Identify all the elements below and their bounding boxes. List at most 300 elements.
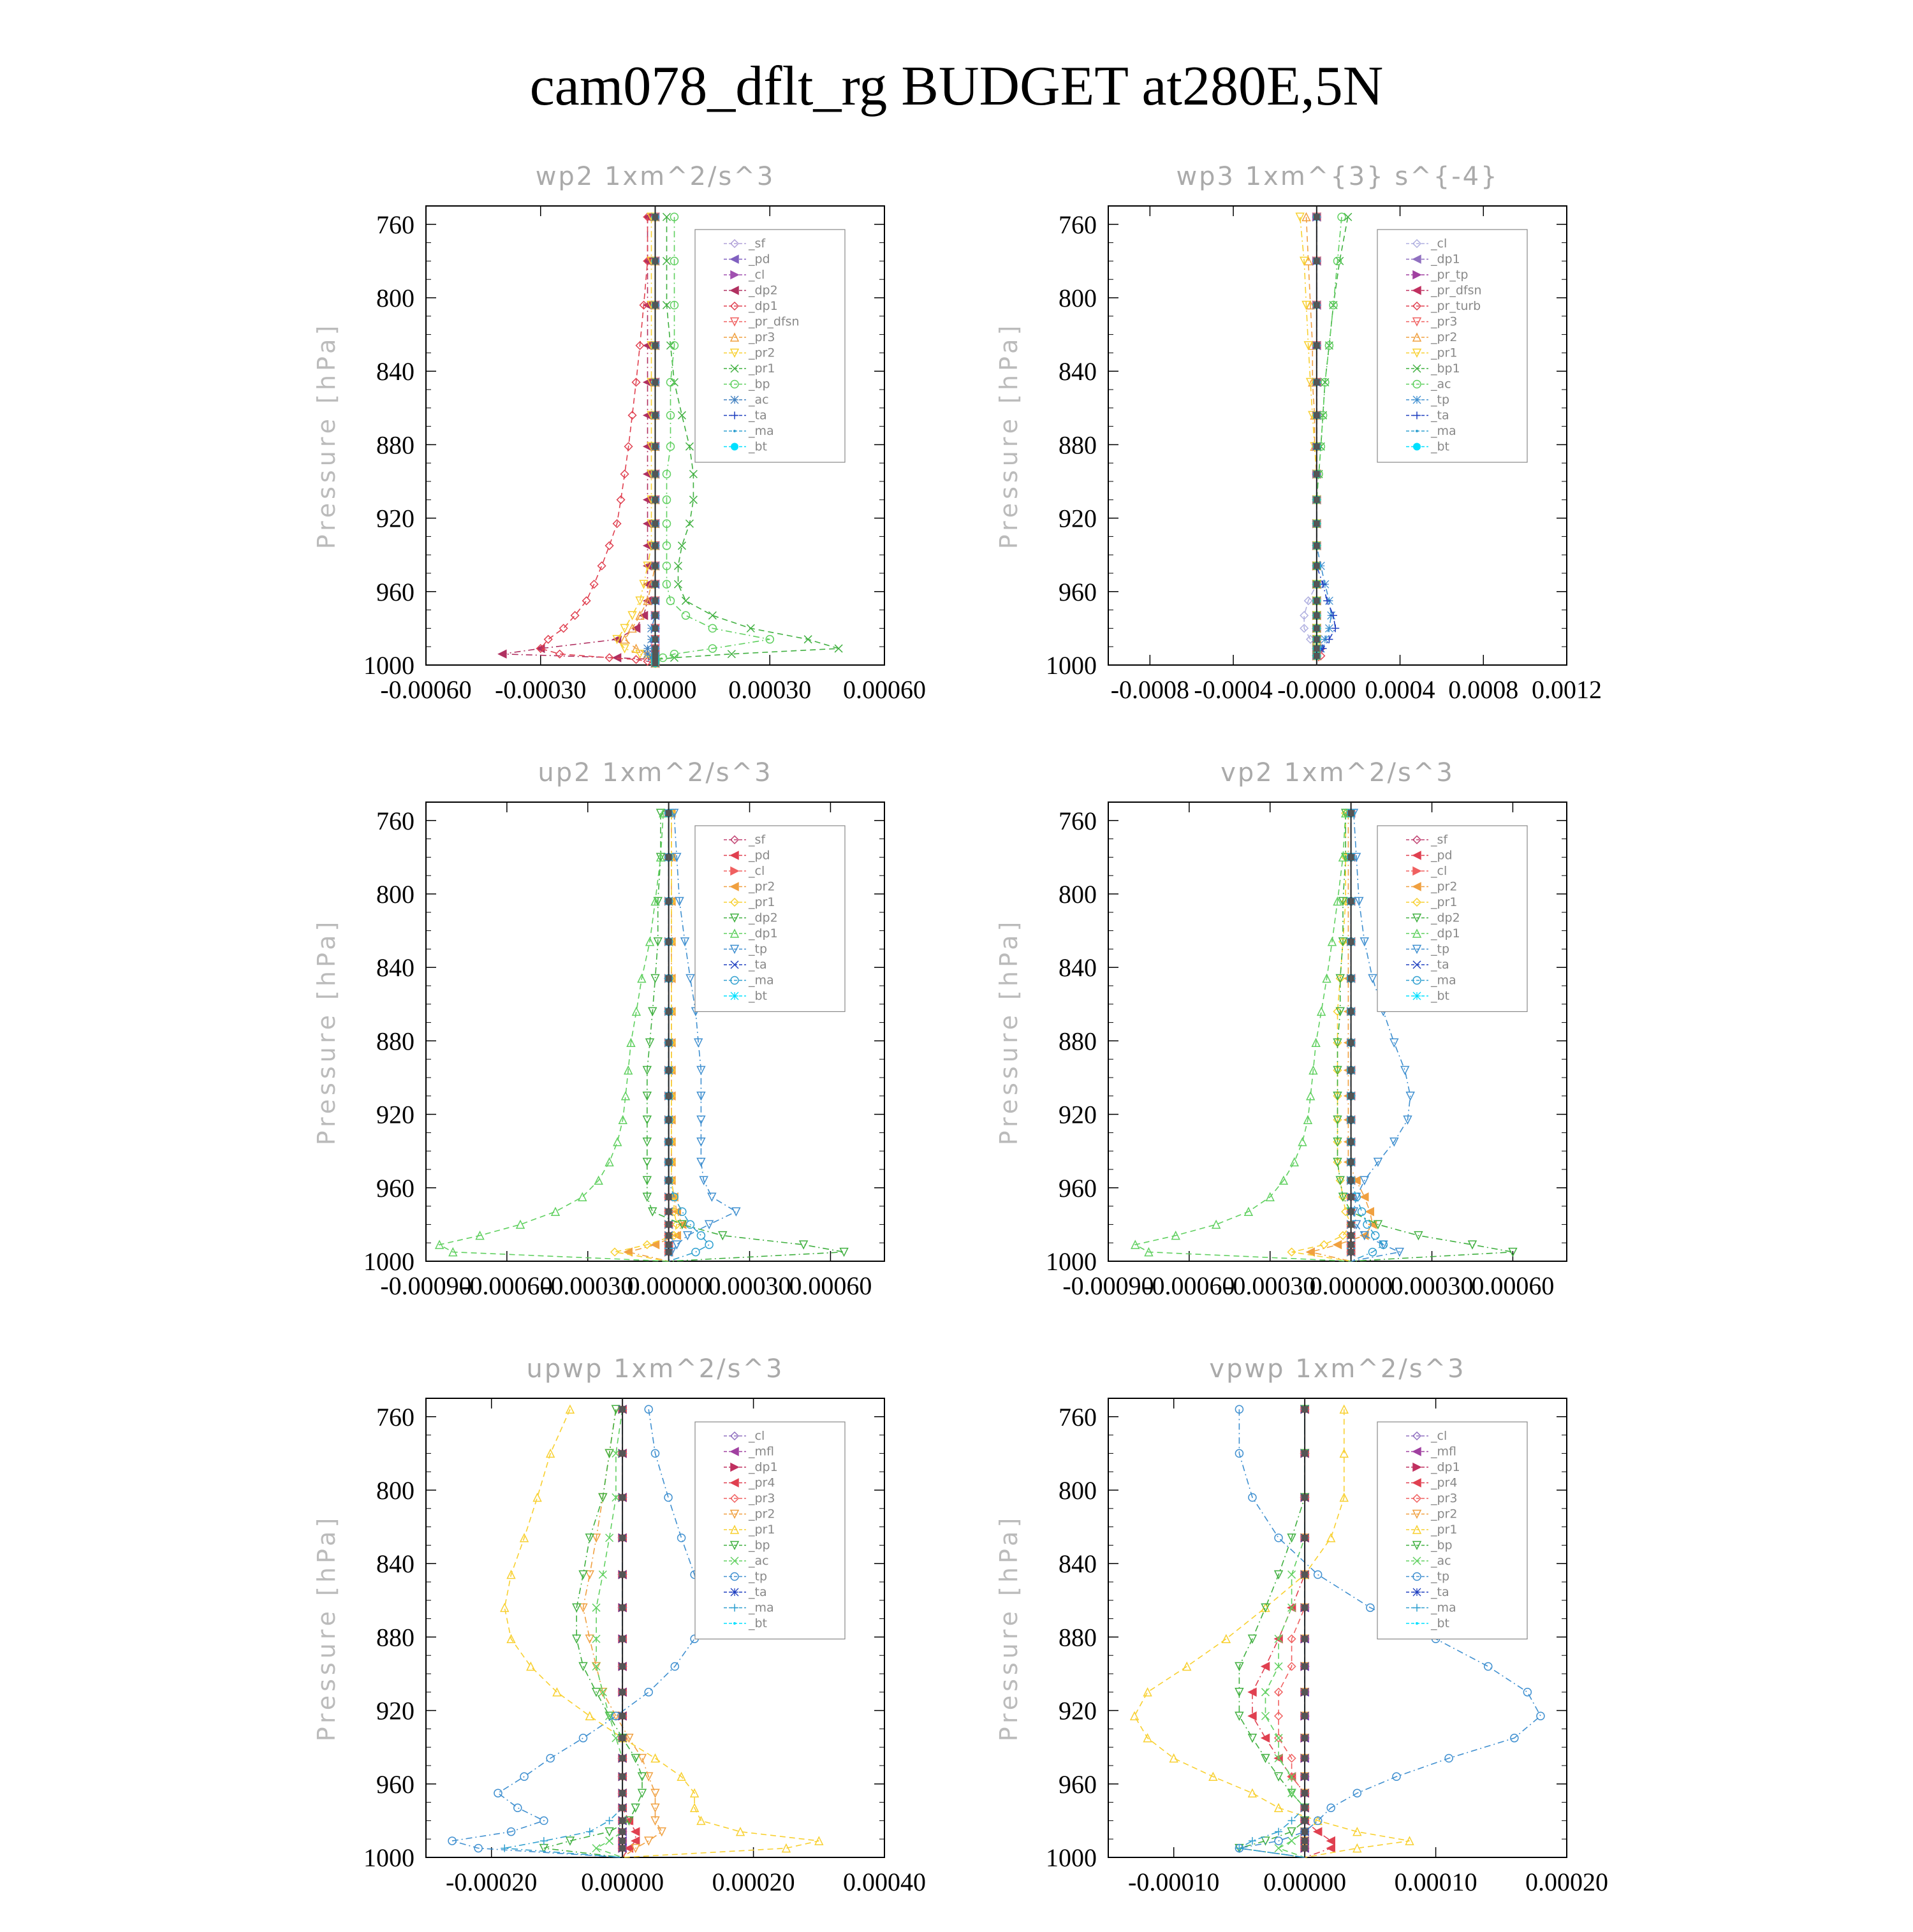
y-tick-label: 960: [1059, 577, 1097, 606]
legend-label: _tp: [1431, 1569, 1450, 1584]
zero-line-marker: [1314, 645, 1320, 652]
data-point-marker: [1291, 1158, 1298, 1166]
zero-line-marker: [1301, 1450, 1308, 1456]
y-tick-label: 880: [1059, 430, 1097, 460]
legend-label: _ma: [749, 424, 774, 438]
data-point-marker: [652, 1754, 659, 1762]
y-tick-label: 800: [1059, 880, 1097, 909]
x-tick-label: 0.00000: [581, 1868, 664, 1896]
zero-line-marker: [619, 1845, 626, 1852]
y-tick-label: 960: [1059, 1769, 1097, 1799]
zero-line-marker: [1301, 1636, 1308, 1642]
legend-label: _bt: [1431, 439, 1450, 454]
zero-line-marker: [1301, 1689, 1308, 1695]
data-point-marker: [1249, 1712, 1256, 1720]
data-point-marker: [611, 1248, 619, 1256]
x-tick-label: -0.00030: [542, 1271, 634, 1300]
zero-line-marker: [1348, 939, 1354, 945]
data-point-marker: [1249, 1734, 1256, 1742]
panel-title: vpwp 1xm^2/s^3: [1209, 1354, 1466, 1384]
legend-label: _pr1: [749, 362, 775, 376]
data-point-marker: [644, 378, 652, 386]
data-point-marker: [514, 1804, 522, 1811]
legend-label: _pr1: [749, 1523, 775, 1537]
y-tick-label: 760: [1059, 210, 1097, 239]
zero-line-marker: [652, 214, 659, 220]
legend-label: _pd: [749, 848, 770, 863]
data-point-marker: [613, 636, 621, 643]
legend-label: _ma: [749, 973, 774, 988]
data-point-marker: [1288, 1837, 1296, 1845]
zero-line-marker: [1314, 543, 1320, 549]
zero-line-marker: [666, 1039, 672, 1046]
zero-line-marker: [1348, 854, 1354, 860]
chart-panel-vp2: [682, 724, 1639, 1336]
data-point-marker: [640, 611, 648, 619]
series-dp1: [436, 809, 668, 1261]
data-point-marker: [592, 1662, 600, 1670]
panel-title: wp3 1xm^{3} s^{-4}: [1176, 162, 1499, 191]
y-tick-label: 960: [376, 577, 414, 606]
zero-line-marker: [666, 1008, 672, 1014]
data-point-marker: [1361, 1193, 1368, 1201]
legend-label: _ac: [749, 393, 769, 407]
y-tick-label: 840: [1059, 357, 1097, 386]
y-tick-label: 960: [376, 1173, 414, 1203]
zero-line-marker: [666, 1093, 672, 1099]
legend-label: _dp2: [749, 911, 778, 925]
legend-label: _cl: [1431, 1429, 1448, 1443]
data-point-marker: [1401, 1066, 1409, 1074]
legend-label: _pd: [1431, 848, 1453, 863]
data-point-marker: [606, 542, 613, 550]
zero-line-marker: [1348, 1233, 1354, 1239]
legend-label: _tp: [1431, 393, 1450, 407]
zero-line-marker: [652, 520, 659, 527]
zero-line-marker: [1301, 1535, 1308, 1541]
zero-line-marker: [619, 1804, 626, 1811]
legend-label: _pr3: [1431, 314, 1458, 329]
data-point-marker: [1320, 1241, 1328, 1248]
chart-svg: [682, 1320, 1639, 1932]
series-line: [439, 813, 669, 1261]
data-point-marker: [534, 1494, 541, 1502]
legend-label: _ta: [1431, 1585, 1449, 1599]
legend-label: _pr2: [1431, 1507, 1458, 1521]
series-ma: [1235, 1405, 1308, 1857]
x-tick-label: 0.00020: [1525, 1868, 1608, 1896]
legend-label: _ta: [1431, 408, 1449, 423]
x-tick-label: 0.00000: [1309, 1271, 1393, 1300]
x-tick-label: -0.00090: [380, 1271, 472, 1300]
zero-line-marker: [1314, 520, 1320, 527]
y-tick-label: 880: [1059, 1027, 1097, 1056]
x-tick-label: 0.00060: [843, 675, 926, 704]
data-point-marker: [1327, 1534, 1335, 1542]
y-tick-label: 920: [1059, 504, 1097, 533]
legend-label: _ma: [749, 1600, 774, 1615]
data-point-marker: [499, 650, 506, 658]
zero-line-marker: [652, 612, 659, 618]
legend-label: _cl: [1431, 864, 1448, 878]
zero-line-marker: [652, 562, 659, 569]
zero-line-marker: [652, 543, 659, 549]
y-tick-label: 1000: [363, 1843, 414, 1872]
zero-line-marker: [666, 854, 672, 860]
legend-label: _pr1: [1431, 1523, 1458, 1537]
zero-line-marker: [1314, 581, 1320, 587]
y-tick-label: 920: [376, 1100, 414, 1129]
zero-line-marker: [666, 939, 672, 945]
zero-line-marker: [652, 581, 659, 587]
x-tick-label: 0.0004: [1365, 675, 1435, 704]
zero-line-marker: [1348, 1067, 1354, 1073]
panel-title: up2 1xm^2/s^3: [538, 758, 773, 787]
x-tick-label: -0.00030: [495, 675, 587, 704]
zero-line-marker: [1314, 653, 1320, 659]
legend-label: _tp: [749, 1569, 768, 1584]
data-point-marker: [632, 1828, 640, 1836]
zero-line-marker: [652, 412, 659, 418]
legend-label: _dp1: [1431, 252, 1460, 267]
data-point-marker: [1537, 1712, 1544, 1720]
y-tick-label: 880: [376, 1027, 414, 1056]
legend-label: _bt: [749, 439, 768, 454]
y-axis-label: Pressure [hPa]: [312, 321, 341, 550]
zero-line-marker: [619, 1773, 626, 1780]
x-tick-label: -0.0008: [1110, 675, 1190, 704]
y-tick-label: 800: [376, 1476, 414, 1505]
data-point-marker: [652, 1789, 659, 1797]
series-ac: [592, 1405, 626, 1857]
zero-line-marker: [619, 1450, 626, 1456]
x-tick-label: -0.00030: [1224, 1271, 1316, 1300]
legend-label: _ta: [749, 958, 767, 972]
zero-line-marker: [1301, 1804, 1308, 1811]
data-point-marker: [613, 1138, 621, 1146]
y-tick-label: 800: [1059, 1476, 1097, 1505]
zero-line-marker: [666, 1159, 672, 1165]
legend-label: _ma: [1431, 973, 1456, 988]
zero-line-marker: [1301, 1838, 1308, 1844]
y-tick-label: 800: [376, 284, 414, 312]
legend-label: _ma: [1431, 424, 1456, 438]
legend-marker: [1413, 443, 1421, 451]
series-pr2: [624, 809, 686, 1261]
legend-marker: [1413, 396, 1421, 404]
legend-label: _pr_tp: [1431, 268, 1469, 282]
data-point-marker: [1131, 1712, 1138, 1720]
zero-line-marker: [652, 597, 659, 604]
zero-line-marker: [1348, 1139, 1354, 1145]
legend-label: _ta: [1431, 958, 1449, 972]
y-tick-label: 920: [1059, 1100, 1097, 1129]
x-tick-label: -0.00090: [1062, 1271, 1154, 1300]
zero-line-marker: [1301, 1604, 1308, 1611]
zero-line-marker: [1301, 1790, 1308, 1796]
y-tick-label: 840: [1059, 1549, 1097, 1579]
legend-label: _pr3: [1431, 1491, 1458, 1505]
chart-panel-vpwp: [682, 1320, 1639, 1932]
y-tick-label: 960: [1059, 1173, 1097, 1203]
data-point-marker: [1358, 1208, 1366, 1215]
zero-line-marker: [666, 1233, 672, 1239]
zero-line-marker: [666, 1249, 672, 1255]
legend-label: _ma: [1431, 1600, 1456, 1615]
data-point-marker: [1366, 1208, 1374, 1215]
y-axis-label: Pressure [hPa]: [995, 918, 1023, 1146]
legend-label: _dp2: [1431, 911, 1460, 925]
zero-line-marker: [1314, 214, 1320, 220]
zero-line-marker: [666, 1241, 672, 1248]
zero-line-marker: [619, 1663, 626, 1669]
panel-title: wp2 1xm^2/s^3: [535, 162, 775, 191]
y-axis-label: Pressure [hPa]: [995, 321, 1023, 550]
y-tick-label: 840: [376, 953, 414, 983]
y-tick-label: 1000: [363, 651, 414, 680]
zero-line-marker: [619, 1571, 626, 1577]
series-line: [541, 217, 656, 665]
series-line: [502, 217, 656, 665]
zero-line-marker: [652, 443, 659, 450]
zero-line-marker: [1314, 443, 1320, 450]
zero-line-marker: [666, 1208, 672, 1215]
legend-label: _mfl: [1431, 1444, 1456, 1459]
x-tick-label: 0.0012: [1532, 675, 1602, 704]
y-tick-label: 1000: [1046, 1247, 1097, 1276]
zero-line-marker: [1348, 1208, 1354, 1215]
legend-label: _dp1: [1431, 926, 1460, 940]
data-point-marker: [586, 1828, 594, 1836]
legend-label: _ac: [1431, 377, 1451, 392]
series-line: [1135, 813, 1351, 1261]
data-point-marker: [1288, 1828, 1296, 1836]
zero-line-marker: [666, 810, 672, 816]
zero-line-marker: [666, 1067, 672, 1073]
legend-label: _mfl: [749, 1444, 774, 1459]
data-point-marker: [592, 1845, 600, 1852]
y-tick-label: 800: [1059, 284, 1097, 312]
zero-line-marker: [1314, 342, 1320, 349]
data-point-marker: [1262, 1662, 1270, 1670]
legend-label: _dp2: [749, 283, 778, 298]
zero-line-marker: [619, 1829, 626, 1835]
x-tick-label: -0.00060: [461, 1271, 553, 1300]
x-tick-label: 0.00040: [843, 1868, 926, 1896]
legend-label: _pr2: [749, 879, 775, 894]
legend-label: _sf: [1431, 833, 1448, 847]
zero-line-marker: [619, 1689, 626, 1695]
data-point-marker: [1212, 1220, 1220, 1228]
legend-label: _ta: [749, 1585, 767, 1599]
zero-line-marker: [1314, 497, 1320, 503]
data-point-marker: [1368, 974, 1376, 982]
legend-label: _dp1: [749, 299, 778, 313]
y-tick-label: 880: [1059, 1623, 1097, 1652]
zero-line-marker: [1301, 1663, 1308, 1669]
zero-line-marker: [652, 625, 659, 631]
x-tick-label: -0.0000: [1277, 675, 1356, 704]
legend-label: _pr2: [1431, 330, 1458, 344]
zero-line-marker: [619, 1495, 626, 1501]
y-tick-label: 840: [376, 357, 414, 386]
legend-label: _cl: [749, 268, 765, 282]
zero-line-marker: [666, 1116, 672, 1123]
data-point-marker: [586, 1635, 594, 1643]
zero-line-marker: [619, 1735, 626, 1741]
zero-line-marker: [1314, 636, 1320, 643]
zero-line-marker: [1301, 1406, 1308, 1412]
legend-label: _pd: [749, 252, 770, 267]
series-dp1: [1131, 809, 1351, 1261]
zero-line-marker: [1314, 302, 1320, 309]
data-point-marker: [1275, 1734, 1282, 1742]
legend-label: _ac: [1431, 1554, 1451, 1568]
zero-line-marker: [619, 1755, 626, 1761]
legend-marker: [1416, 1622, 1418, 1625]
zero-line-marker: [1301, 1845, 1308, 1852]
zero-line-marker: [652, 379, 659, 385]
zero-line-marker: [1348, 1241, 1354, 1248]
data-point-marker: [1299, 1138, 1307, 1146]
legend-label: _pr2: [749, 346, 775, 360]
legend-label: _pr1: [1431, 346, 1458, 360]
y-axis-label: Pressure [hPa]: [312, 1514, 341, 1742]
data-point-marker: [580, 1734, 587, 1742]
legend-label: _dp1: [1431, 1460, 1460, 1474]
data-point-marker: [1288, 1570, 1296, 1578]
data-point-marker: [632, 1804, 640, 1811]
data-point-marker: [606, 1837, 613, 1845]
zero-line-marker: [1301, 1817, 1308, 1824]
y-tick-label: 880: [376, 1623, 414, 1652]
legend-label: _tp: [749, 942, 768, 956]
data-point-marker: [652, 974, 659, 982]
y-tick-label: 760: [376, 1402, 414, 1431]
legend-label: _pr1: [749, 895, 775, 909]
zero-line-marker: [1348, 1008, 1354, 1014]
data-point-marker: [552, 1208, 559, 1215]
data-point-marker: [566, 1405, 574, 1413]
data-point-marker: [501, 1604, 508, 1611]
data-point-marker: [613, 654, 621, 661]
legend-label: _pr_dfsn: [1431, 283, 1482, 298]
data-point-marker: [659, 654, 666, 661]
legend-label: _sf: [749, 833, 766, 847]
zero-line-marker: [652, 497, 659, 503]
y-tick-label: 1000: [1046, 651, 1097, 680]
legend-label: _pr_dfsn: [749, 314, 800, 329]
series-pr1: [1131, 1405, 1413, 1857]
zero-line-marker: [619, 1604, 626, 1611]
zero-line-marker: [619, 1790, 626, 1796]
data-point-marker: [1327, 1845, 1335, 1852]
data-point-marker: [566, 1837, 574, 1845]
data-point-marker: [573, 1635, 580, 1643]
legend-label: _ac: [749, 1554, 769, 1568]
data-point-marker: [1334, 1241, 1342, 1248]
y-tick-label: 920: [1059, 1696, 1097, 1725]
chart-svg: [682, 128, 1639, 740]
data-point-marker: [645, 1688, 652, 1696]
x-tick-label: 0.00000: [613, 675, 697, 704]
zero-line-marker: [1301, 1495, 1308, 1501]
data-point-marker: [1523, 1688, 1531, 1696]
legend-label: _bt: [749, 989, 768, 1003]
zero-line-marker: [1348, 1194, 1354, 1200]
zero-line-marker: [1314, 597, 1320, 604]
zero-line-marker: [1348, 1159, 1354, 1165]
zero-line-marker: [1301, 1571, 1308, 1577]
data-point-marker: [1331, 624, 1339, 632]
zero-line-marker: [1301, 1755, 1308, 1761]
zero-line-marker: [652, 342, 659, 349]
x-tick-label: 0.00010: [1394, 1868, 1477, 1896]
zero-line-marker: [619, 1636, 626, 1642]
x-tick-label: 0.00020: [712, 1868, 795, 1896]
x-tick-label: -0.00060: [380, 675, 472, 704]
legend-label: _cl: [749, 1429, 765, 1443]
zero-line-marker: [666, 898, 672, 905]
data-point-marker: [1484, 1662, 1492, 1670]
legend-label: _pr1: [1431, 895, 1458, 909]
legend-label: _pr2: [749, 1507, 775, 1521]
legend-label: _sf: [749, 237, 766, 251]
panel-title: upwp 1xm^2/s^3: [526, 1354, 784, 1384]
legend-label: _dp1: [749, 926, 778, 940]
x-tick-label: -0.00020: [446, 1868, 538, 1896]
y-axis-label: Pressure [hPa]: [312, 918, 341, 1146]
zero-line-marker: [619, 1713, 626, 1719]
zero-line-marker: [1314, 412, 1320, 418]
zero-line-marker: [1314, 612, 1320, 618]
data-point-marker: [1339, 1232, 1347, 1240]
zero-line-marker: [666, 975, 672, 981]
zero-line-marker: [652, 302, 659, 309]
zero-line-marker: [1314, 471, 1320, 477]
zero-line-marker: [1348, 1116, 1354, 1123]
series-ma: [501, 1405, 626, 1857]
data-point-marker: [1249, 1789, 1256, 1797]
data-point-marker: [658, 1828, 666, 1836]
y-tick-label: 760: [376, 806, 414, 835]
data-point-marker: [517, 1220, 524, 1228]
legend-label: _pr_turb: [1431, 299, 1481, 313]
legend-label: _bp: [1431, 1538, 1453, 1553]
series-bp: [1235, 1405, 1308, 1857]
legend-label: _pr4: [749, 1475, 775, 1490]
zero-line-marker: [619, 1838, 626, 1844]
data-point-marker: [1144, 1688, 1152, 1696]
data-point-marker: [540, 1837, 548, 1845]
y-tick-label: 760: [1059, 1402, 1097, 1431]
zero-line-marker: [619, 1406, 626, 1412]
zero-line-marker: [666, 1194, 672, 1200]
data-point-marker: [494, 1789, 502, 1797]
y-tick-label: 880: [376, 430, 414, 460]
zero-line-marker: [1348, 1177, 1354, 1183]
x-tick-label: 0.00000: [1263, 1868, 1347, 1896]
legend-label: _bt: [1431, 989, 1450, 1003]
zero-line-marker: [1314, 258, 1320, 264]
y-tick-label: 960: [376, 1769, 414, 1799]
y-tick-label: 840: [1059, 953, 1097, 983]
zero-line-marker: [652, 258, 659, 264]
data-point-marker: [629, 611, 636, 619]
x-tick-label: 0.0008: [1448, 675, 1519, 704]
x-tick-label: 0.00030: [1390, 1271, 1474, 1300]
series-dp2: [499, 213, 659, 667]
